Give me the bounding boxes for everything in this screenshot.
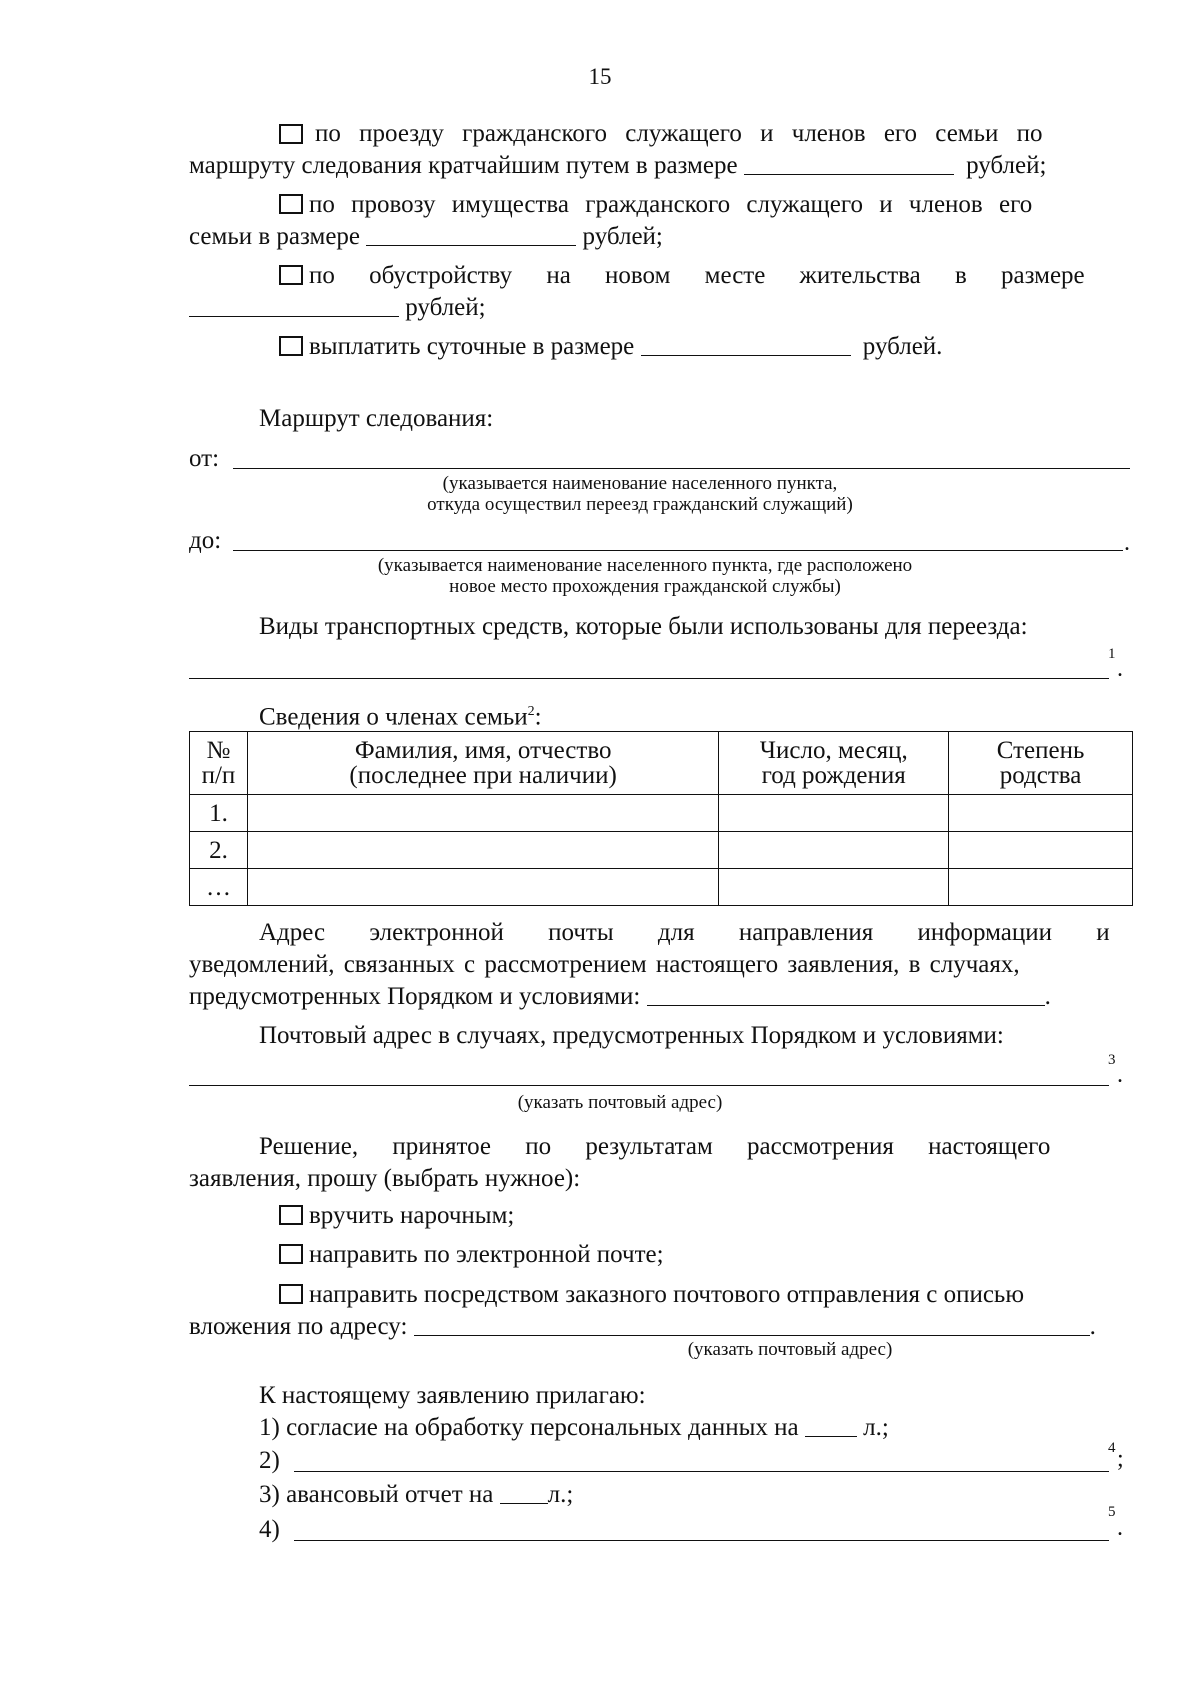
property-amount-field[interactable] [366, 225, 576, 246]
decision-post-address-field[interactable] [414, 1315, 1090, 1336]
family-heading: Сведения о членах семьи$^2$: [259, 703, 542, 731]
expense-property-line1: по провозу имущества гражданского служащего и членов его [279, 190, 1032, 220]
route-from-field[interactable] [233, 468, 1130, 469]
row-relation-cell[interactable] [949, 869, 1133, 906]
postal-period: . [1117, 1062, 1123, 1088]
col-relation-header: Степень родства [949, 732, 1133, 795]
travel-amount-field[interactable] [744, 154, 954, 175]
row-name-cell[interactable] [247, 869, 718, 906]
expense-travel-checkbox[interactable] [279, 124, 303, 144]
row-number: … [190, 869, 248, 906]
row-relation-cell[interactable] [949, 832, 1133, 869]
row-birthdate-cell[interactable] [719, 832, 949, 869]
page-number: 15 [588, 64, 612, 89]
expense-property-checkbox[interactable] [279, 194, 303, 214]
transport-period: . [1117, 656, 1123, 682]
expense-property-line2: семьи в размере рублей; [189, 223, 663, 250]
decision-option-email: направить по электронной почте; [279, 1240, 664, 1270]
daily-amount-field[interactable] [641, 335, 851, 356]
route-to-caption: (указывается наименование населенного пункта, где расположено новое место прохождения гражданской службы) [377, 555, 913, 597]
postal-caption: (указать почтовый адрес) [517, 1092, 723, 1113]
attachment-item-2: 2) [259, 1447, 280, 1474]
transport-field[interactable] [189, 678, 1109, 679]
decision-hand-checkbox[interactable] [279, 1205, 303, 1225]
email-line3: предусмотренных Порядком и условиями: . [189, 983, 1051, 1010]
col-number-header: № п/п [190, 732, 248, 795]
expense-settle-line2: рублей; [189, 293, 486, 323]
attachment-item-1: 1) согласие на обработку персональных данных на л.; [259, 1414, 889, 1441]
attachment-item-3: 3) авансовый отчет на л.; [259, 1481, 574, 1508]
route-to-period: . [1124, 530, 1130, 556]
decision-option-post: направить посредством заказного почтового отправления с описью [279, 1280, 1024, 1310]
row-name-cell[interactable] [247, 795, 718, 832]
email-field[interactable] [647, 985, 1045, 1006]
route-to-field[interactable] [233, 550, 1123, 551]
expense-travel-label: по проезду гражданского служащего и членов его семьи по [315, 120, 1043, 147]
attachment-2-semicolon: ; [1117, 1446, 1124, 1472]
table-row [190, 832, 1133, 869]
decision-email-checkbox[interactable] [279, 1244, 303, 1264]
decision-option-hand: вручить нарочным; [279, 1201, 514, 1231]
attachments-heading: К настоящему заявлению прилагаю: [259, 1382, 646, 1409]
expense-travel-line2: маршруту следования кратчайшим путем в размере рублей; [189, 152, 1047, 179]
decision-post-caption: (указать почтовый адрес) [687, 1339, 893, 1360]
postal-label: Почтовый адрес в случаях, предусмотренных Порядком и условиями: [259, 1022, 1004, 1049]
attachment-2-footnote: 4 [1108, 1440, 1116, 1456]
col-name-header: Фамилия, имя, отчество (последнее при наличии) [247, 732, 718, 795]
postal-footnote: 3 [1108, 1052, 1116, 1068]
attachment-3-pages-field[interactable] [500, 1483, 548, 1504]
attachment-1-pages-field[interactable] [805, 1416, 857, 1437]
row-relation-cell[interactable] [949, 795, 1133, 832]
expense-settle-line1: по обустройству на новом месте жительства в размере [279, 261, 1085, 291]
family-table [189, 731, 1133, 906]
route-heading: Маршрут следования: [259, 405, 494, 432]
email-line1: Адрес электронной почты для направления информации и [259, 919, 1110, 946]
attachment-4-field[interactable] [294, 1540, 1109, 1541]
col-birthdate-header: Число, месяц, год рождения [719, 732, 949, 795]
decision-post-line2: вложения по адресу: . [189, 1313, 1096, 1340]
postal-field[interactable] [189, 1085, 1109, 1086]
attachment-2-field[interactable] [294, 1471, 1109, 1472]
expense-travel-text [279, 119, 1134, 149]
family-footnote: 2 [527, 704, 535, 719]
family-table-header [190, 732, 1133, 795]
table-row [190, 869, 1133, 906]
route-from-label: от: [189, 445, 220, 472]
attachment-item-4: 4) [259, 1516, 280, 1543]
expense-travel-line1 [279, 119, 1134, 149]
row-number: 2. [190, 832, 248, 869]
expense-daily-checkbox[interactable] [279, 336, 303, 356]
row-birthdate-cell[interactable] [719, 869, 949, 906]
decision-line1: Решение, принятое по результатам рассмотрения настоящего [259, 1133, 1051, 1160]
expense-daily-line: выплатить суточные в размере рублей. [279, 332, 942, 362]
attachment-4-footnote: 5 [1108, 1504, 1116, 1520]
email-line2: уведомлений, связанных с рассмотрением настоящего заявления, в случаях, [189, 951, 1020, 978]
route-to-label: до: [189, 527, 222, 554]
transport-footnote: 1 [1108, 646, 1116, 662]
table-row [190, 795, 1133, 832]
row-name-cell[interactable] [247, 832, 718, 869]
attachment-4-period: . [1117, 1515, 1123, 1541]
expense-settle-checkbox[interactable] [279, 265, 303, 285]
route-from-caption: (указывается наименование населенного пункта, откуда осуществил переезд гражданский служащий) [427, 473, 853, 515]
decision-post-checkbox[interactable] [279, 1284, 303, 1304]
transport-label: Виды транспортных средств, которые были использованы для переезда: [259, 613, 1028, 640]
row-number: 1. [190, 795, 248, 832]
settle-amount-field[interactable] [189, 296, 399, 317]
decision-line2: заявления, прошу (выбрать нужное): [189, 1165, 581, 1192]
row-birthdate-cell[interactable] [719, 795, 949, 832]
